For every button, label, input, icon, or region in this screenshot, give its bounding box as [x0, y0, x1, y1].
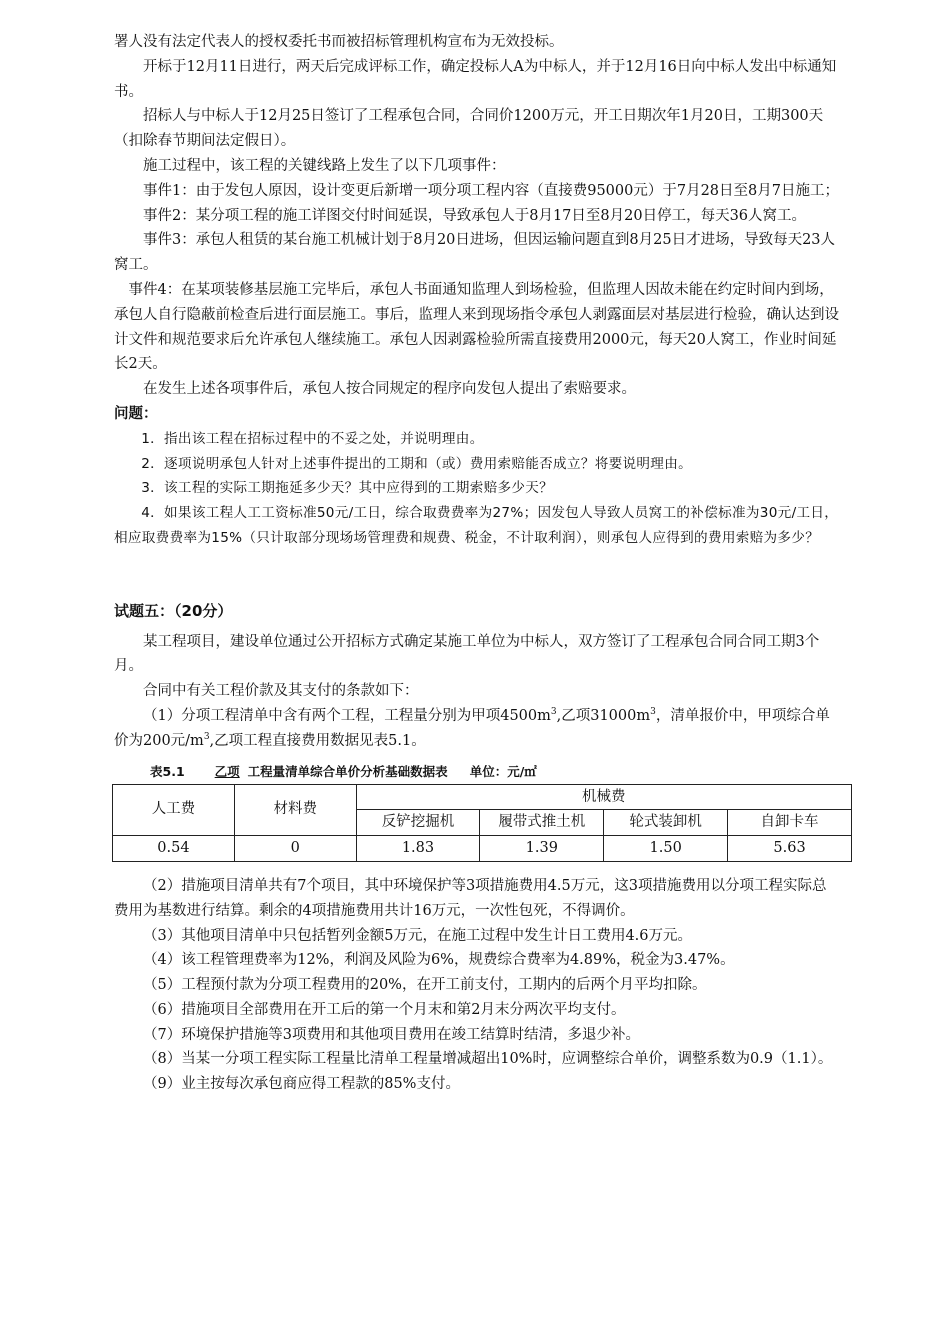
clause-5: （5）工程预付款为分项工程费用的20%，在开工前支付，工期内的后两个月平均扣除。	[143, 977, 707, 994]
question-1: 1．指出该工程在招标过程中的不妥之处，并说明理由。	[141, 430, 484, 447]
questions-heading: 问题：	[114, 404, 158, 422]
question-2: 2．逐项说明承包人针对上述事件提出的工期和（或）费用索赔能否成立？将要说明理由。	[141, 455, 692, 472]
header-dump-truck: 自卸卡车	[728, 810, 852, 836]
paragraph-event-2: 事件2：某分项工程的施工详图交付时间延误，导致承包人于8月17日至8月20日停工，每天36人窝工。	[143, 207, 807, 224]
value-labor: 0.54	[113, 836, 235, 862]
section-5-title: 试题五：（20分）	[114, 601, 233, 620]
clause-3: （3）其他项目清单中只包括暂列金额5万元，在施工过程中发生计日工费用4.6万元。	[143, 927, 693, 944]
paragraph-events-intro: 施工过程中，该工程的关键线路上发生了以下几项事件：	[143, 157, 506, 174]
clause-7: （7）环境保护措施等3项费用和其他项目费用在竣工结算时结清，多退少补。	[143, 1026, 640, 1043]
value-dump-truck: 5.63	[728, 836, 852, 862]
section-5-intro: 某工程项目，建设单位通过公开招标方式确定某施工单位为中标人，双方签订了工程承包合同合同工期3个月。	[114, 633, 820, 675]
value-loader: 1.50	[604, 836, 728, 862]
table-title: 工程量清单综合单价分析基础数据表	[247, 763, 448, 779]
value-excavator: 1.83	[356, 836, 480, 862]
header-loader: 轮式装卸机	[604, 810, 728, 836]
paragraph-event-1: 事件1：由于发包人原因，设计变更后新增一项分项工程内容（直接费95000元）于7月28日至8月7日施工；	[143, 182, 839, 199]
clause-6: （6）措施项目全部费用在开工后的第一个月末和第2月末分两次平均支付。	[143, 1001, 626, 1018]
clause-2: （2）措施项目清单共有7个项目，其中环境保护等3项措施费用4.5万元，这3项措施费用以分项工程实际总费用为基数进行结算。剩余的4项措施费用共计16万元，一次性包死，不得调价。	[114, 877, 827, 919]
value-bulldozer: 1.39	[480, 836, 604, 862]
question-4: 4．如果该工程人工工资标准50元/工日，综合取费费率为27%；因发包人导致人员窝工的补偿标准为30元/工日，相应取费费率为15%（只计取部分现场场管理费和规费、税金，不计取利润），则承包人应得到的费用索赔为多少？	[114, 505, 839, 546]
table-item-underlined: 乙项	[214, 763, 240, 779]
clause-8: （8）当某一分项工程实际工程量比清单工程量增减超出10%时，应调整综合单价，调整系数为0.9（1.1）。	[143, 1051, 833, 1068]
header-bulldozer: 履带式推土机	[480, 810, 604, 836]
document-page	[114, 30, 839, 1097]
header-material: 材料费	[234, 784, 356, 836]
clause-1: （1）分项工程清单中含有两个工程，工程量分别为甲项$4500m^3$,乙项$31000m^3$，清单报价中，甲项综合单价为200元$/m^3$,乙项工程直接费用数据见表5.1。	[114, 707, 830, 749]
table-caption	[150, 762, 839, 782]
paragraph-event-3: 事件3：承包人租赁的某台施工机械计划于8月20日进场，但因运输问题直到8月25日才进场，导致每天23人窝工。	[114, 232, 836, 274]
section-5-clauses-intro: 合同中有关工程价款及其支付的条款如下：	[143, 683, 419, 700]
table-label: 表5.1	[150, 763, 185, 779]
paragraph-event-4: 事件4：在某项装修基层施工完毕后，承包人书面通知监理人到场检验，但监理人因故未能在约定时间内到场，承包人自行隐蔽前检查后进行面层施工。事后，监理人来到现场指令承包人剥露面层对基层进行检验，确认达到设计文件和规范要求后允许承包人继续施工。承包人因剥露检验所需直接费用2000元，每天20人窝工，作业时间延长2天。	[114, 281, 839, 373]
value-material: 0	[234, 836, 356, 862]
spacer	[114, 551, 839, 599]
paragraph-bid-opening: 开标于12月11日进行，两天后完成评标工作，确定投标人A为中标人，并于12月16日向中标人发出中标通知书。	[114, 58, 837, 100]
question-3: 3．该工程的实际工期拖延多少天？其中应得到的工期索赔多少天？	[141, 480, 554, 497]
clause-9: （9）业主按每次承包商应得工程款的85%支付。	[143, 1076, 460, 1093]
clause-4: （4）该工程管理费率为12%，利润及风险为6%，规费综合费率为4.89%，税金为3.47%。	[143, 952, 735, 969]
header-labor: 人工费	[113, 784, 235, 836]
paragraph-claims: 在发生上述各项事件后，承包人按合同规定的程序向发包人提出了索赔要求。	[143, 381, 636, 398]
header-excavator: 反铲挖掘机	[356, 810, 480, 836]
paragraph-contract: 招标人与中标人于12月25日签订了工程承包合同，合同价1200万元，开工日期次年1月20日，工期300天（扣除春节期间法定假日）。	[114, 108, 824, 150]
header-machinery: 机械费	[356, 784, 851, 810]
cost-table	[112, 784, 852, 862]
paragraph-invalid-bid: 署人没有法定代表人的授权委托书而被招标管理机构宣布为无效投标。	[114, 34, 564, 50]
table-unit: 单位：元/㎡	[469, 763, 537, 779]
